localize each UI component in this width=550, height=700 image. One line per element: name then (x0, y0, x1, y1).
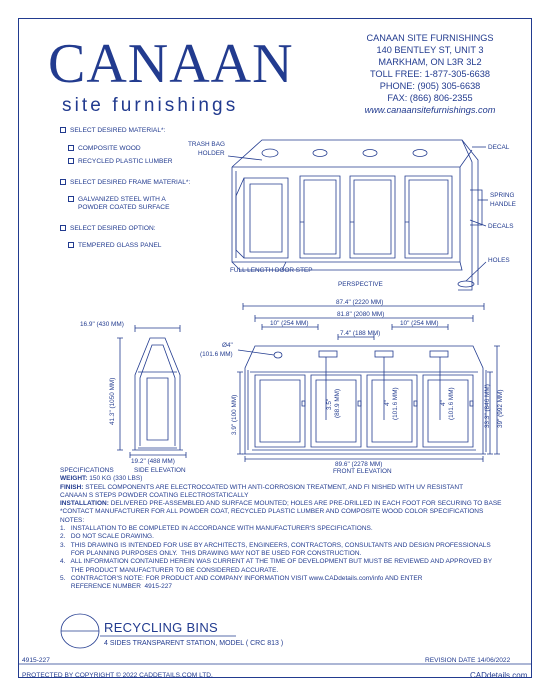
door-step-label: FULL LENGTH DOOR STEP (230, 267, 313, 274)
note-item: THE PRODUCT MANUFACTURER TO BE CONSIDERED ACCURATE. (60, 566, 279, 574)
dim-opening-left: 10" (254 MM) (270, 320, 309, 327)
address-line: www.canaansitefurnishings.com (364, 105, 496, 115)
dim-d2: 4" (384, 400, 391, 406)
trash-bag-label: TRASH BAG (188, 141, 225, 148)
option-heading: SELECT DESIRED MATERIAL*: (70, 127, 166, 134)
note-item: 5. CONTRACTOR'S NOTE: FOR PRODUCT AND COMPANY INFORMATION VISIT www.CADdetails.com/info AND ENTER (60, 574, 423, 582)
side-elevation (117, 325, 186, 458)
dim-opening-right: 10" (254 MM) (400, 320, 439, 327)
address-line: TOLL FREE: 1-877-305-6638 (369, 69, 490, 79)
logo-sub: site furnishings (62, 95, 239, 116)
option-label: TEMPERED GLASS PANEL (78, 242, 162, 249)
install-label: INSTALLATION: (60, 500, 109, 508)
reference-number: 4915-227 (22, 657, 50, 664)
specifications-block (60, 467, 530, 591)
spring-label: SPRING (490, 192, 515, 199)
address-line: 140 BENTLEY ST, UNIT 3 (376, 45, 484, 55)
address-line: PHONE: (905) 305-6638 (379, 81, 481, 91)
install-value: DELIVERED PRE-ASSEMBLED AND SURFACE MOUNTED; HOLES ARE PRE-DRILLED IN EACH FOOT FOR SECURING TO BASE (110, 500, 502, 508)
finish-value: STEEL COMPONENTS ARE ELECTROCOATED WITH ANTI-CORROSION TREATMENT, AND FI NISHED WITH UV RESISTANT (85, 483, 464, 491)
note-item: REFERENCE NUMBER 4915-227 (60, 583, 172, 591)
trash-bag-label: HOLDER (198, 150, 225, 157)
dim-h2: 39" (992 MM) (497, 389, 504, 428)
caddetails-link[interactable]: CADdetails.com (470, 671, 528, 680)
drawing-subtitle: 4 SIDES TRANSPARENT STATION, MODEL ( CRC 813 ) (104, 640, 284, 647)
dim-d3mm: (101.6 MM) (448, 387, 455, 420)
decals-label: DECALS (488, 223, 514, 230)
specs-heading: SPECIFICATIONS (60, 467, 114, 474)
address-line: MARKHAM, ON L3R 3L2 (378, 57, 482, 67)
address-line: CANAAN SITE FURNISHINGS (366, 33, 494, 43)
perspective-label: PERSPECTIVE (338, 281, 383, 288)
revision-date: REVISION DATE 14/06/2022 (425, 657, 511, 664)
weight-row (60, 475, 530, 483)
address-line: FAX: (866) 806-2355 (387, 93, 473, 103)
option-label: POWDER COATED SURFACE (78, 204, 170, 211)
note-item: 1. INSTALLATION TO BE COMPLETED IN ACCORDANCE WITH MANUFACTURER'S SPECIFICATIONS. (60, 525, 373, 533)
dim-clear: 3.9" (100 MM) (231, 394, 238, 435)
hole-diameter: Ø4" (222, 342, 233, 349)
install-row (60, 500, 530, 508)
note-item: FOR PLANNING PURPOSES ONLY. THIS DRAWING MAY NOT BE USED FOR CONSTRUCTION. (60, 549, 362, 557)
finish-row-2: CANAAN S STEPS POWDER COATING ELECTROSTATICALLY (60, 491, 249, 499)
weight-value: 150 KG (330 LBS) (89, 475, 143, 483)
decal-label: DECAL (488, 144, 510, 151)
note-item: 4. ALL INFORMATION CONTAINED HEREIN WAS CURRENT AT THE TIME OF DEVELOPMENT BUT MUST BE REVIEWED AND APPROVED BY (60, 558, 493, 566)
drawing-title: RECYCLING BINS (104, 620, 219, 635)
finish-label: FINISH: (60, 483, 84, 491)
dim-base: 89.6" (2278 MM) (335, 461, 383, 468)
finish-row (60, 484, 530, 492)
copyright: PROTECTED BY COPYRIGHT © 2022 CADDETAILS.COM LTD. (22, 672, 213, 679)
notes-heading: NOTES: (60, 516, 85, 524)
note-item: 2. DO NOT SCALE DRAWING. (60, 533, 154, 541)
option-heading: SELECT DESIRED OPTION: (70, 225, 156, 232)
dim-d1mm: (88.9 MM) (334, 388, 341, 418)
option-label: RECYCLED PLASTIC LUMBER (78, 158, 173, 165)
side-elevation-label: SIDE ELEVATION (134, 467, 186, 474)
holes-label: HOLES (488, 257, 510, 264)
side-width-top: 16.9" (430 MM) (80, 321, 124, 328)
option-label: COMPOSITE WOOD (78, 145, 141, 152)
hole-diameter-mm: (101.6 MM) (200, 351, 233, 358)
side-width-bottom: 19.2" (488 MM) (131, 458, 175, 465)
dim-inner: 81.8" (2080 MM) (337, 311, 385, 318)
dim-overall: 87.4" (2220 MM) (336, 299, 384, 306)
dim-d2mm: (101.6 MM) (392, 387, 399, 420)
dim-h1: 33.3" (846 MM) (484, 384, 491, 428)
front-elevation-label: FRONT ELEVATION (333, 468, 392, 475)
side-height: 41.3" (1050 MM) (109, 377, 116, 425)
contact-note: *CONTACT MANUFACTURER FOR ALL POWDER COAT, RECYCLED PLASTIC LUMBER AND COMPOSITE WOOD COLOR SPECIFICATIONS (60, 508, 484, 516)
dim-d3: 4" (440, 400, 447, 406)
handle-label: HANDLE (490, 201, 516, 208)
option-heading: SELECT DESIRED FRAME MATERIAL*: (70, 179, 191, 186)
note-item: 3. THIS DRAWING IS INTENDED FOR USE BY ARCHITECTS, ENGINEERS, CONTRACTORS, CONSULTANTS AND DESIGN PROFESSIONALS (60, 541, 491, 549)
logo-main: CANAAN (48, 33, 294, 95)
dim-opening-mid: 7.4" (188 MM) (340, 330, 381, 337)
dim-d1: 3.5" (326, 398, 333, 410)
option-label: GALVANIZED STEEL WITH A (78, 196, 166, 203)
weight-label: WEIGHT: (60, 475, 88, 483)
